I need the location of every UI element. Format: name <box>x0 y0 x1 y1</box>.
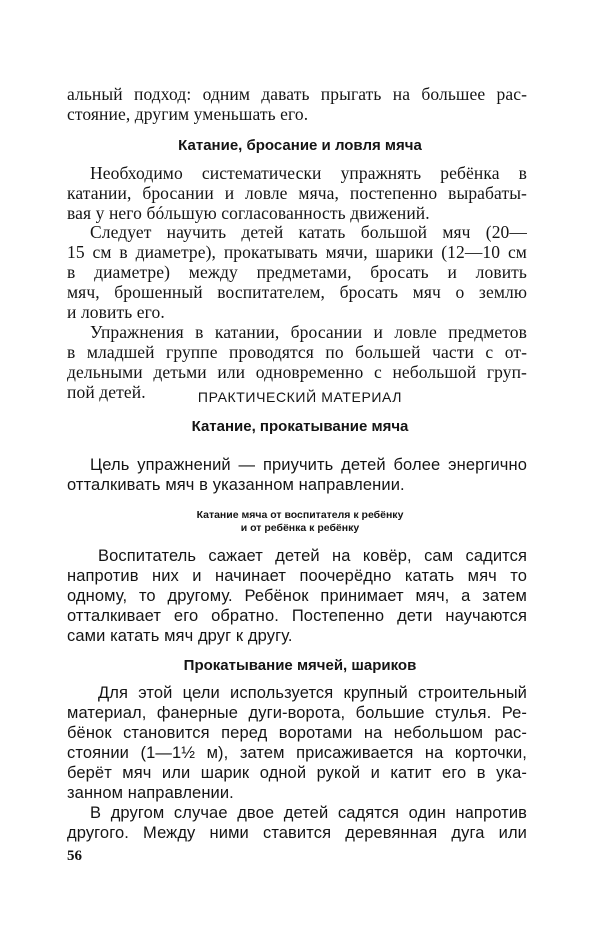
section-heading-rolling: Катание, прокатывание мяча <box>191 418 409 435</box>
paragraph-line: катании, бросании и ловле мяча, постепенно вырабаты- <box>67 183 527 203</box>
paragraph-line: 15 см в диаметре), прокатывать мячи, шарики (12—10 см <box>67 242 527 262</box>
paragraph-line: и ловить его. <box>67 302 165 322</box>
paragraph-line: Упражнения в катании, бросании и ловле предметов <box>90 322 527 342</box>
paragraph-line: материал, фанерные дуги-ворота, большие стулья. Ре- <box>67 704 527 722</box>
practical-material-heading: ПРАКТИЧЕСКИЙ МАТЕРИАЛ <box>197 389 403 405</box>
subsection-heading-line-1: Катание мяча от воспитателя к ребёнку <box>196 509 404 521</box>
paragraph-line: берёт мяч или шарик одной рукой и катит его в ука- <box>67 764 527 782</box>
paragraph-line: отталкивает его обратно. Постепенно дети научаются <box>67 607 527 625</box>
paragraph-line: Воспитатель сажает детей на ковёр, сам садится <box>98 547 527 565</box>
paragraph-line: бёнок становится перед воротами на небольшом рас- <box>67 724 527 742</box>
paragraph-line: напротив них и начинает поочерёдно катать мяч то <box>67 567 527 585</box>
paragraph-line: стоянии (1—1½ м), затем присаживается на корточки, <box>67 744 527 762</box>
paragraph-line: в диаметре) между предметами, бросать и ловить <box>67 262 527 282</box>
paragraph-line: В другом случае двое детей садятся один напротив <box>90 804 527 822</box>
page-number: 56 <box>67 848 82 864</box>
intro-line-2: стояние, другим уменьшать его. <box>67 104 309 124</box>
paragraph-line: Следует научить детей катать большой мяч (20— <box>90 222 527 242</box>
subsection-heading-line-2: и от ребёнка к ребёнку <box>240 522 360 534</box>
paragraph-line: сами катать мяч друг к другу. <box>67 627 293 645</box>
paragraph-line: пой детей. <box>67 382 146 402</box>
section-heading-throwing: Катание, бросание и ловля мяча <box>178 137 422 154</box>
paragraph-line: в младшей группе проводятся по большей части с от- <box>67 342 527 362</box>
paragraph-line: Цель упражнений — приучить детей более энергично <box>90 456 527 474</box>
paragraph-line: другого. Между ними ставится деревянная дуга или <box>67 824 527 842</box>
paragraph-line: одному, то другому. Ребёнок принимает мяч, а затем <box>67 587 527 605</box>
paragraph-line: мяч, брошенный воспитателем, бросать мяч о землю <box>67 282 527 302</box>
paragraph-line: Необходимо систематически упражнять ребёнка в <box>90 163 527 183</box>
section-heading-balls: Прокатывание мячей, шариков <box>183 657 417 674</box>
intro-line-1: альный подход: одним давать прыгать на большее рас- <box>67 84 527 104</box>
paragraph-line: вая у него бóльшую согласованность движений. <box>67 203 430 223</box>
paragraph-line: Для этой цели используется крупный строительный <box>98 684 527 702</box>
paragraph-line: отталкивать мяч в указанном направлении. <box>67 476 405 494</box>
paragraph-line: дельными детьми или одновременно с небольшой груп- <box>67 362 527 382</box>
paragraph-line: занном направлении. <box>67 784 234 802</box>
